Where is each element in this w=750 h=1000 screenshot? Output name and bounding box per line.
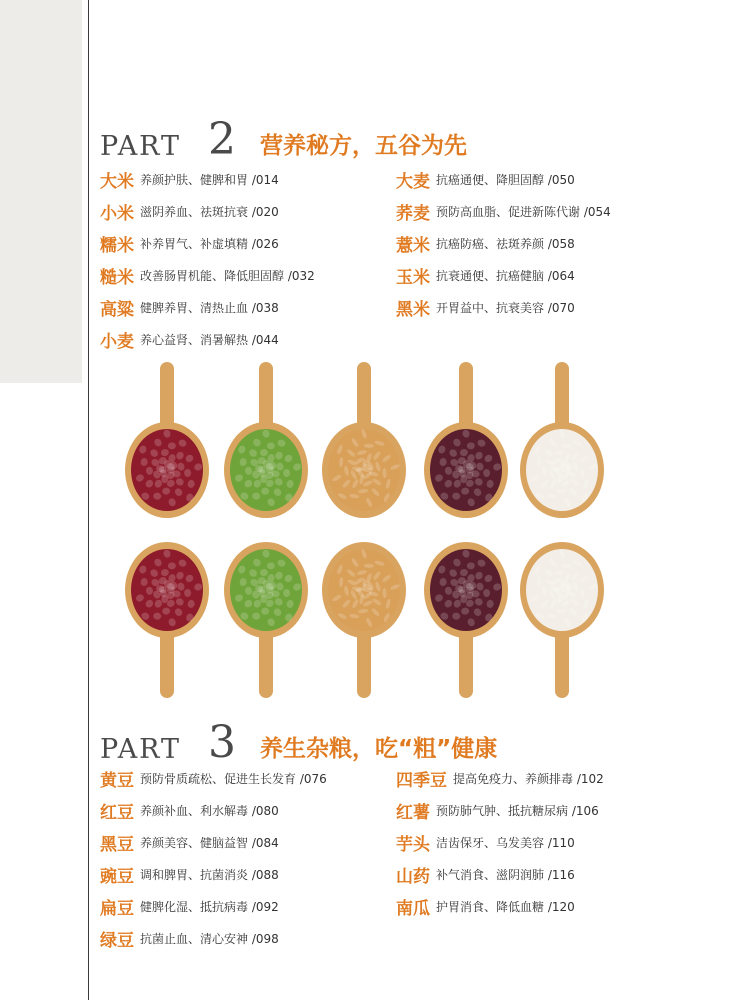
toc-entry-description: 洁齿保牙、乌发美容 /110 bbox=[436, 835, 575, 850]
part2-toc-right bbox=[396, 163, 611, 323]
spoon-oats bbox=[322, 542, 406, 698]
part3-toc-left bbox=[100, 762, 327, 954]
spoon-mung-beans bbox=[224, 362, 308, 518]
part2-title: 营养秘方，五谷为先 bbox=[260, 133, 467, 159]
margin-rule bbox=[88, 0, 89, 1000]
spoon-red-beans bbox=[125, 542, 209, 698]
toc-entry-description: 预防高血脂、促进新陈代谢 /054 bbox=[436, 204, 611, 219]
toc-entry-name: 芋头 bbox=[396, 834, 430, 855]
toc-entry-description: 调和脾胃、抗菌消炎 /088 bbox=[140, 867, 279, 882]
spoon-red-beans bbox=[125, 362, 209, 518]
toc-entry-name: 豌豆 bbox=[100, 866, 134, 887]
part3-number: 3 bbox=[208, 717, 236, 768]
toc-entry-name: 荞麦 bbox=[396, 203, 430, 224]
toc-entry[interactable] bbox=[100, 227, 315, 259]
toc-entry-description: 养心益肾、消暑解热 /044 bbox=[140, 332, 279, 347]
toc-entry[interactable] bbox=[100, 259, 315, 291]
toc-entry-description: 滋阴养血、祛斑抗衰 /020 bbox=[140, 204, 279, 219]
toc-entry-name: 山药 bbox=[396, 866, 430, 887]
toc-entry-name: 扁豆 bbox=[100, 898, 134, 919]
toc-entry-name: 红薯 bbox=[396, 802, 430, 823]
toc-entry-description: 护胃消食、降低血糖 /120 bbox=[436, 899, 575, 914]
part2-header bbox=[100, 112, 700, 165]
spoon-mung-beans bbox=[224, 542, 308, 698]
toc-entry[interactable] bbox=[396, 227, 611, 259]
toc-entry[interactable] bbox=[100, 890, 327, 922]
toc-entry[interactable] bbox=[100, 291, 315, 323]
toc-entry[interactable] bbox=[396, 762, 604, 794]
grain-spoons-illustration bbox=[100, 360, 620, 700]
toc-entry[interactable] bbox=[100, 826, 327, 858]
toc-entry-description: 抗衰通便、抗癌健脑 /064 bbox=[436, 268, 575, 283]
toc-entry-name: 薏米 bbox=[396, 235, 430, 256]
toc-entry[interactable] bbox=[396, 826, 604, 858]
toc-entry[interactable] bbox=[100, 794, 327, 826]
spoon-black-rice bbox=[424, 362, 508, 518]
toc-entry[interactable] bbox=[100, 323, 315, 355]
part3-word: PART bbox=[100, 734, 182, 765]
spoon-black-rice bbox=[424, 542, 508, 698]
toc-entry-name: 大麦 bbox=[396, 171, 430, 192]
toc-entry-name: 黑豆 bbox=[100, 834, 134, 855]
toc-entry-description: 预防骨质疏松、促进生长发育 /076 bbox=[140, 771, 327, 786]
toc-entry-description: 开胃益中、抗衰美容 /070 bbox=[436, 300, 575, 315]
toc-entry-name: 高粱 bbox=[100, 299, 134, 320]
spoon-white-rice bbox=[520, 362, 604, 518]
side-panel bbox=[0, 0, 82, 383]
toc-entry-name: 糙米 bbox=[100, 267, 134, 288]
toc-entry[interactable] bbox=[396, 858, 604, 890]
toc-entry[interactable] bbox=[396, 291, 611, 323]
toc-entry-description: 健脾养胃、清热止血 /038 bbox=[140, 300, 279, 315]
part3-header bbox=[100, 715, 700, 768]
toc-entry-name: 红豆 bbox=[100, 802, 134, 823]
part3-title: 养生杂粮，吃“粗”健康 bbox=[260, 736, 498, 762]
toc-entry[interactable] bbox=[396, 794, 604, 826]
toc-entry[interactable] bbox=[396, 259, 611, 291]
part2-toc-left bbox=[100, 163, 315, 355]
spoon-white-rice bbox=[520, 542, 604, 698]
part2-word: PART bbox=[100, 131, 182, 162]
toc-entry-description: 抗癌通便、降胆固醇 /050 bbox=[436, 172, 575, 187]
toc-entry[interactable] bbox=[396, 890, 604, 922]
toc-entry-description: 养颜护肤、健脾和胃 /014 bbox=[140, 172, 279, 187]
toc-entry-description: 抗菌止血、清心安神 /098 bbox=[140, 931, 279, 946]
toc-entry[interactable] bbox=[100, 163, 315, 195]
toc-entry[interactable] bbox=[100, 762, 327, 794]
toc-entry-name: 大米 bbox=[100, 171, 134, 192]
toc-entry-description: 改善肠胃机能、降低胆固醇 /032 bbox=[140, 268, 315, 283]
toc-entry-name: 南瓜 bbox=[396, 898, 430, 919]
toc-entry-name: 绿豆 bbox=[100, 930, 134, 951]
toc-entry-description: 抗癌防癌、祛斑养颜 /058 bbox=[436, 236, 575, 251]
toc-entry[interactable] bbox=[396, 163, 611, 195]
toc-entry[interactable] bbox=[396, 195, 611, 227]
toc-entry-description: 健脾化湿、抵抗病毒 /092 bbox=[140, 899, 279, 914]
spoon-oats bbox=[322, 362, 406, 518]
part3-toc-right bbox=[396, 762, 604, 922]
toc-entry-description: 预防肺气肿、抵抗糖尿病 /106 bbox=[436, 803, 599, 818]
toc-entry-description: 养颜补血、利水解毒 /080 bbox=[140, 803, 279, 818]
toc-entry[interactable] bbox=[100, 195, 315, 227]
part2-number: 2 bbox=[208, 114, 236, 165]
toc-entry-description: 补养胃气、补虚填精 /026 bbox=[140, 236, 279, 251]
toc-entry-name: 小麦 bbox=[100, 331, 134, 352]
toc-entry[interactable] bbox=[100, 922, 327, 954]
toc-entry[interactable] bbox=[100, 858, 327, 890]
toc-entry-name: 糯米 bbox=[100, 235, 134, 256]
toc-entry-name: 黑米 bbox=[396, 299, 430, 320]
toc-entry-name: 四季豆 bbox=[396, 770, 447, 791]
toc-entry-name: 玉米 bbox=[396, 267, 430, 288]
toc-entry-name: 小米 bbox=[100, 203, 134, 224]
toc-entry-description: 养颜美容、健脑益智 /084 bbox=[140, 835, 279, 850]
toc-entry-name: 黄豆 bbox=[100, 770, 134, 791]
toc-entry-description: 补气消食、滋阴润肺 /116 bbox=[436, 867, 575, 882]
grain-spoons-photo bbox=[100, 360, 620, 700]
toc-entry-description: 提高免疫力、养颜排毒 /102 bbox=[453, 771, 604, 786]
